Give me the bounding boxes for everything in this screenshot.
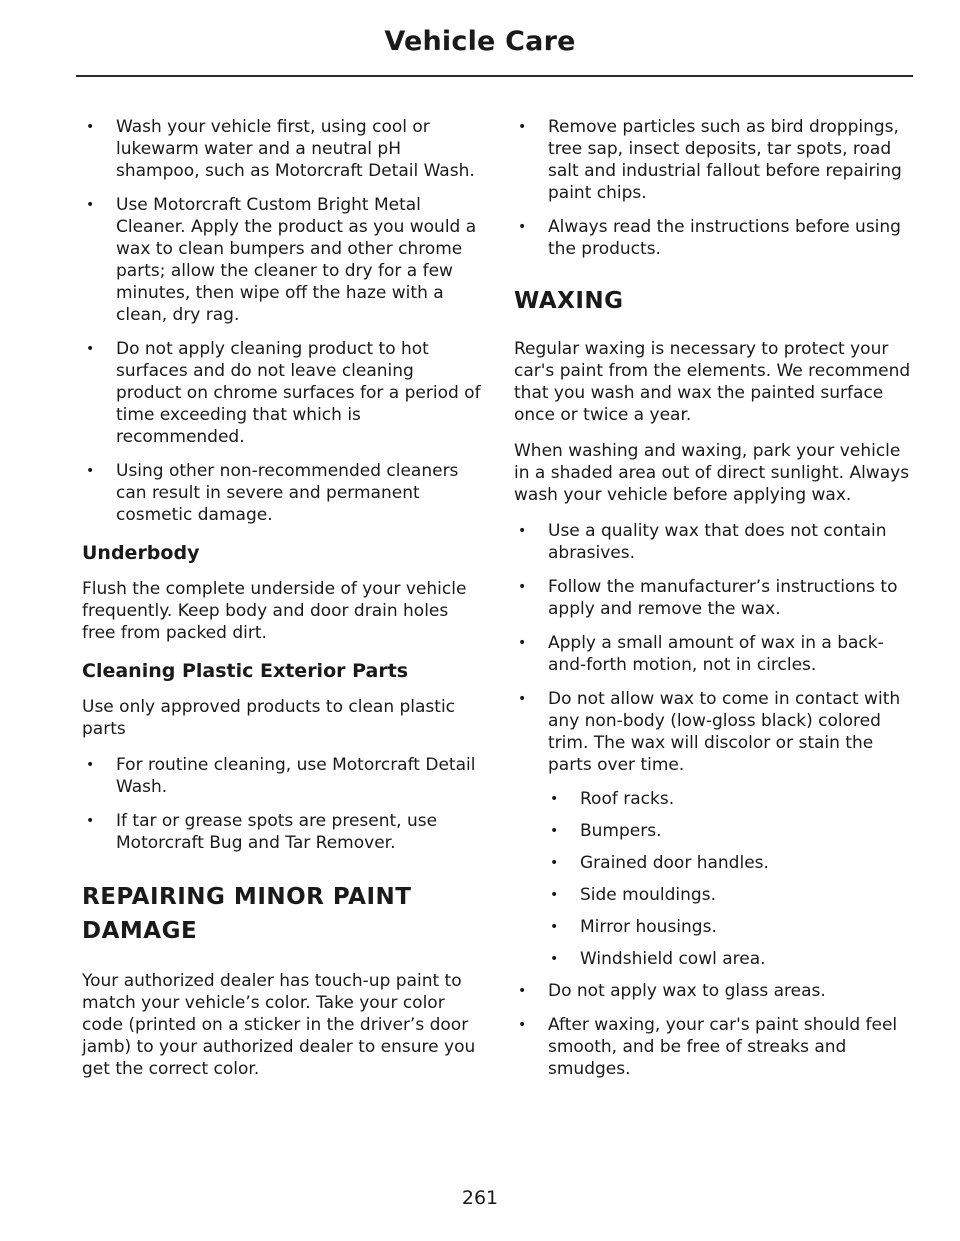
list-item: • Follow the manufacturer’s instructions to apply and remove the wax. [514, 576, 914, 620]
waxing-paragraph-1: Regular waxing is necessary to protect your car's paint from the elements. We recommend that you wash and wax the painted surface once or twice a year. [514, 339, 911, 425]
sub-list-item: • Roof racks. [546, 788, 914, 810]
sub-list-item: • Side mouldings. [546, 884, 914, 906]
sub-list-item: • Mirror housings. [546, 916, 914, 938]
sub-list-item: • Windshield cowl area. [546, 948, 914, 970]
list-item: • Always read the instructions before using the products. [514, 216, 914, 260]
page-number: 261 [461, 1187, 499, 1209]
waxing-paragraph-2: When washing and waxing, park your vehicle in a shaded area out of direct sunlight. Always wash your vehicle before applying wax. [514, 441, 910, 505]
repairing-paint-paragraph: Your authorized dealer has touch-up paint to match your vehicle’s color. Take your color code (printed on a sticker in the driver’s door jamb) to your authorized dealer to ensure you get the correct color. [82, 971, 476, 1079]
underbody-heading: Underbody [82, 542, 200, 564]
waxing-heading: WAXING [514, 288, 624, 314]
list-item: • Remove particles such as bird droppings, tree sap, insect deposits, tar spots, road salt and industrial fallout before repairing paint chips. [514, 116, 914, 204]
header-divider [76, 75, 913, 77]
list-item: • Do not apply cleaning product to hot surfaces and do not leave cleaning product on chrome surfaces for a period of time exceeding that which is recommended. [82, 338, 482, 448]
plastic-parts-heading: Cleaning Plastic Exterior Parts [82, 660, 409, 682]
list-item [514, 688, 914, 776]
list-item: • For routine cleaning, use Motorcraft Detail Wash. [82, 754, 482, 798]
page-header [0, 26, 960, 57]
left-column [82, 116, 482, 1094]
list-item: • After waxing, your car's paint should feel smooth, and be free of streaks and smudges. [514, 1014, 914, 1080]
underbody-paragraph: Flush the complete underside of your vehicle frequently. Keep body and door drain holes free from packed dirt. [82, 579, 467, 643]
plastic-parts-list [82, 754, 482, 854]
plastic-parts-paragraph: Use only approved products to clean plastic parts [82, 697, 456, 739]
page-title: Vehicle Care [384, 26, 576, 57]
list-item: • Use a quality wax that does not contain abrasives. [514, 520, 914, 564]
list-item: • Using other non-recommended cleaners can result in severe and permanent cosmetic damage. [82, 460, 482, 526]
waxing-final-list [514, 980, 914, 1080]
sub-list-item: • Bumpers. [546, 820, 914, 842]
paint-prep-list [514, 116, 914, 260]
list-item: • Apply a small amount of wax in a back-and-forth motion, not in circles. [514, 632, 914, 676]
waxing-list [514, 520, 914, 776]
list-item: • Do not apply wax to glass areas. [514, 980, 914, 1002]
list-item: • Wash your vehicle first, using cool or lukewarm water and a neutral pH shampoo, such as Motorcraft Detail Wash. [82, 116, 482, 182]
sub-list-item: • Grained door handles. [546, 852, 914, 874]
list-item: • Use Motorcraft Custom Bright Metal Cleaner. Apply the product as you would a wax to clean bumpers and other chrome parts; allow the cleaner to dry for a few minutes, then wipe off the haze with a clean, dry rag. [82, 194, 482, 326]
list-item-text: Do not allow wax to come in contact with any non-body (low-gloss black) colored trim. The wax will discolor or stain the parts over time. [548, 689, 901, 775]
chrome-cleaning-list [82, 116, 482, 526]
repairing-paint-heading: REPAIRING MINOR PAINT DAMAGE [82, 884, 412, 944]
right-column [514, 116, 914, 1092]
trim-parts-list [514, 788, 914, 970]
list-item: • If tar or grease spots are present, use Motorcraft Bug and Tar Remover. [82, 810, 482, 854]
